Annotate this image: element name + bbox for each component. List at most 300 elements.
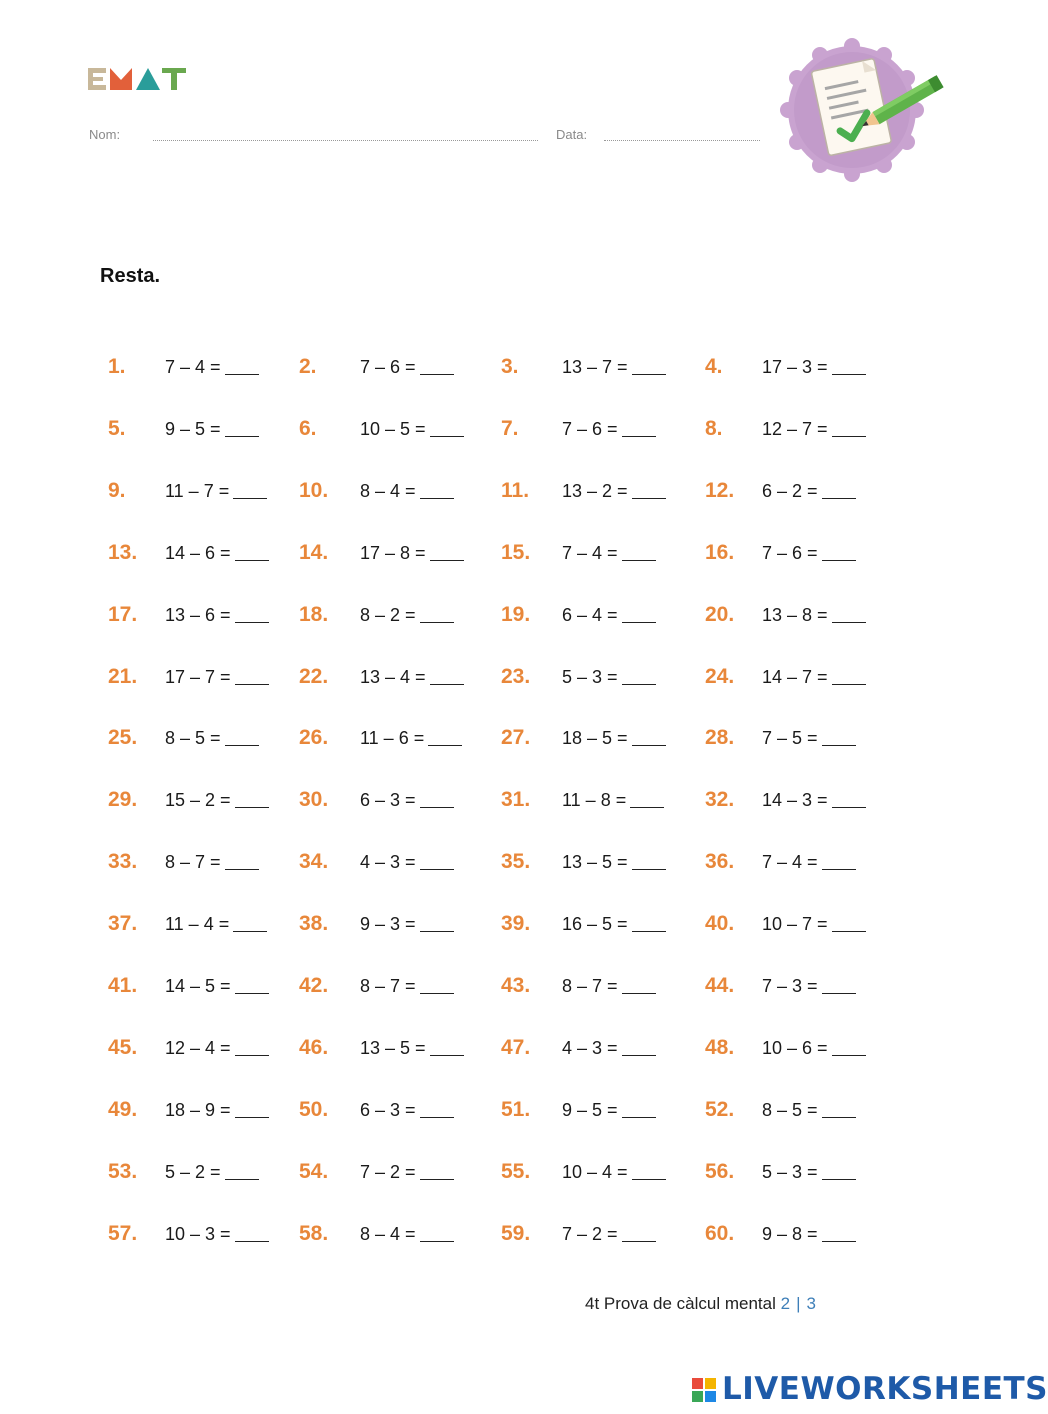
exercise-expression bbox=[762, 1095, 856, 1125]
exercise-expression bbox=[762, 1219, 856, 1249]
exercise-number: 59. bbox=[501, 1222, 531, 1245]
exercise-number: 52. bbox=[705, 1098, 735, 1121]
exercise-number: 51. bbox=[501, 1098, 531, 1121]
expression-text: 8 – 5 = bbox=[165, 728, 221, 748]
exercise-item bbox=[501, 723, 686, 753]
answer-blank[interactable] bbox=[822, 480, 856, 499]
section-title: Resta. bbox=[100, 265, 161, 287]
exercise-number: 35. bbox=[501, 850, 531, 873]
exercise-number: 30. bbox=[299, 788, 329, 811]
exercise-expression bbox=[762, 847, 856, 877]
footer-separator: | bbox=[796, 1294, 801, 1313]
exercise-number: 39. bbox=[501, 912, 531, 935]
answer-blank[interactable] bbox=[428, 727, 462, 746]
name-label: Nom: bbox=[89, 127, 121, 142]
exercise-expression bbox=[762, 1033, 866, 1063]
answer-blank[interactable] bbox=[832, 913, 866, 932]
answer-blank[interactable] bbox=[235, 975, 269, 994]
footer-page: 2 bbox=[780, 1294, 791, 1313]
exercise-number: 8. bbox=[705, 417, 723, 440]
exercise-item bbox=[705, 971, 890, 1001]
exercise-expression bbox=[165, 538, 269, 568]
exercise-item bbox=[299, 723, 484, 753]
exercise-expression bbox=[165, 1095, 269, 1125]
exercise-expression bbox=[562, 1219, 656, 1249]
answer-blank[interactable] bbox=[822, 851, 856, 870]
expression-text: 5 – 2 = bbox=[165, 1162, 221, 1182]
exercise-item bbox=[108, 1219, 293, 1249]
expression-text: 16 – 5 = bbox=[562, 914, 628, 934]
exercise-item bbox=[108, 847, 293, 877]
expression-text: 10 – 5 = bbox=[360, 419, 426, 439]
exercise-number: 23. bbox=[501, 665, 531, 688]
exercise-number: 55. bbox=[501, 1160, 531, 1183]
expression-text: 8 – 5 = bbox=[762, 1100, 818, 1120]
expression-text: 7 – 4 = bbox=[562, 543, 618, 563]
expression-text: 5 – 3 = bbox=[762, 1162, 818, 1182]
expression-text: 6 – 2 = bbox=[762, 481, 818, 501]
exercise-number: 16. bbox=[705, 541, 735, 564]
expression-text: 13 – 5 = bbox=[360, 1038, 426, 1058]
exercise-item bbox=[705, 1157, 890, 1187]
expression-text: 8 – 7 = bbox=[360, 976, 416, 996]
exercise-number: 7. bbox=[501, 417, 519, 440]
exercise-number: 41. bbox=[108, 974, 138, 997]
exercise-item bbox=[299, 538, 484, 568]
exercise-item bbox=[501, 971, 686, 1001]
answer-blank[interactable] bbox=[420, 604, 454, 623]
answer-blank[interactable] bbox=[832, 666, 866, 685]
exercise-number: 37. bbox=[108, 912, 138, 935]
exercise-number: 14. bbox=[299, 541, 329, 564]
exercise-item bbox=[299, 352, 484, 382]
exercise-expression bbox=[360, 476, 454, 506]
exercise-item bbox=[108, 662, 293, 692]
answer-blank[interactable] bbox=[235, 666, 269, 685]
expression-text: 7 – 5 = bbox=[762, 728, 818, 748]
exercise-item bbox=[705, 414, 890, 444]
expression-text: 8 – 4 = bbox=[360, 1224, 416, 1244]
exercise-item bbox=[501, 600, 686, 630]
expression-text: 8 – 4 = bbox=[360, 481, 416, 501]
expression-text: 14 – 3 = bbox=[762, 790, 828, 810]
exercise-item bbox=[108, 476, 293, 506]
exercise-expression bbox=[360, 1095, 454, 1125]
exercise-expression bbox=[360, 662, 464, 692]
answer-blank[interactable] bbox=[225, 1161, 259, 1180]
answer-blank[interactable] bbox=[420, 851, 454, 870]
answer-blank[interactable] bbox=[832, 356, 866, 375]
exercise-number: 6. bbox=[299, 417, 317, 440]
exercise-expression bbox=[562, 600, 656, 630]
answer-blank[interactable] bbox=[822, 975, 856, 994]
answer-blank[interactable] bbox=[430, 418, 464, 437]
exercise-expression bbox=[360, 600, 454, 630]
exercise-expression bbox=[762, 971, 856, 1001]
expression-text: 7 – 6 = bbox=[562, 419, 618, 439]
exercise-number: 25. bbox=[108, 726, 138, 749]
exercise-number: 53. bbox=[108, 1160, 138, 1183]
answer-blank[interactable] bbox=[632, 356, 666, 375]
exercise-item bbox=[501, 847, 686, 877]
answer-blank[interactable] bbox=[225, 727, 259, 746]
exercise-number: 46. bbox=[299, 1036, 329, 1059]
exercise-item bbox=[501, 352, 686, 382]
exercise-number: 2. bbox=[299, 355, 317, 378]
exercise-item bbox=[108, 600, 293, 630]
expression-text: 14 – 6 = bbox=[165, 543, 231, 563]
exercise-item bbox=[299, 1033, 484, 1063]
exercise-number: 45. bbox=[108, 1036, 138, 1059]
exercise-number: 27. bbox=[501, 726, 531, 749]
answer-blank[interactable] bbox=[632, 1161, 666, 1180]
exercise-expression bbox=[360, 414, 464, 444]
exercise-item bbox=[108, 785, 293, 815]
expression-text: 11 – 8 = bbox=[562, 790, 627, 810]
exercise-number: 29. bbox=[108, 788, 138, 811]
answer-blank[interactable] bbox=[622, 1037, 656, 1056]
expression-text: 15 – 2 = bbox=[165, 790, 231, 810]
exercise-expression bbox=[762, 352, 866, 382]
exercise-item bbox=[501, 785, 686, 815]
exercise-expression bbox=[165, 847, 259, 877]
exercise-item bbox=[501, 662, 686, 692]
expression-text: 14 – 5 = bbox=[165, 976, 231, 996]
exercise-number: 60. bbox=[705, 1222, 735, 1245]
answer-blank[interactable] bbox=[822, 1099, 856, 1118]
answer-blank[interactable] bbox=[832, 1037, 866, 1056]
exercise-expression bbox=[165, 1033, 269, 1063]
exercise-item bbox=[299, 414, 484, 444]
expression-text: 17 – 3 = bbox=[762, 357, 828, 377]
exercise-item bbox=[108, 352, 293, 382]
expression-text: 9 – 5 = bbox=[165, 419, 221, 439]
exercise-number: 4. bbox=[705, 355, 723, 378]
expression-text: 6 – 4 = bbox=[562, 605, 618, 625]
exercise-item bbox=[299, 1095, 484, 1125]
answer-blank[interactable] bbox=[822, 727, 856, 746]
exercise-expression bbox=[165, 600, 269, 630]
exercise-item bbox=[501, 476, 686, 506]
exercise-expression bbox=[360, 1219, 454, 1249]
answer-blank[interactable] bbox=[832, 418, 866, 437]
answer-blank[interactable] bbox=[822, 1223, 856, 1242]
exercise-expression bbox=[762, 600, 866, 630]
expression-text: 18 – 5 = bbox=[562, 728, 628, 748]
exercise-item bbox=[108, 909, 293, 939]
expression-text: 9 – 3 = bbox=[360, 914, 416, 934]
exercise-expression bbox=[762, 909, 866, 939]
exercise-expression bbox=[562, 847, 666, 877]
expression-text: 8 – 2 = bbox=[360, 605, 416, 625]
answer-blank[interactable] bbox=[622, 975, 656, 994]
exercise-item bbox=[299, 971, 484, 1001]
exercise-number: 33. bbox=[108, 850, 138, 873]
exercise-item bbox=[705, 1033, 890, 1063]
exercise-item bbox=[108, 414, 293, 444]
expression-text: 13 – 6 = bbox=[165, 605, 231, 625]
expression-text: 7 – 3 = bbox=[762, 976, 818, 996]
expression-text: 4 – 3 = bbox=[562, 1038, 618, 1058]
exercise-number: 19. bbox=[501, 603, 531, 626]
exercise-number: 28. bbox=[705, 726, 735, 749]
exercise-item bbox=[501, 1157, 686, 1187]
answer-blank[interactable] bbox=[622, 418, 656, 437]
exercise-expression bbox=[562, 1157, 666, 1187]
answer-blank[interactable] bbox=[430, 1037, 464, 1056]
answer-blank[interactable] bbox=[235, 789, 269, 808]
watermark-text: LIVEWORKSHEETS bbox=[722, 1371, 1048, 1407]
answer-blank[interactable] bbox=[622, 1223, 656, 1242]
exercise-expression bbox=[360, 1033, 464, 1063]
answer-blank[interactable] bbox=[225, 356, 259, 375]
exercise-expression bbox=[165, 785, 269, 815]
answer-blank[interactable] bbox=[832, 789, 866, 808]
exercise-item bbox=[299, 600, 484, 630]
exercise-item bbox=[705, 1095, 890, 1125]
exercise-expression bbox=[562, 662, 656, 692]
answer-blank[interactable] bbox=[622, 604, 656, 623]
expression-text: 14 – 7 = bbox=[762, 667, 828, 687]
exercise-expression bbox=[360, 1157, 454, 1187]
answer-blank[interactable] bbox=[632, 913, 666, 932]
answer-blank[interactable] bbox=[430, 542, 464, 561]
exercise-expression bbox=[762, 1157, 856, 1187]
exercise-expression bbox=[562, 352, 666, 382]
exercise-number: 9. bbox=[108, 479, 126, 502]
answer-blank[interactable] bbox=[235, 1099, 269, 1118]
exercise-expression bbox=[562, 1095, 656, 1125]
answer-blank[interactable] bbox=[630, 789, 664, 808]
exercise-number: 5. bbox=[108, 417, 126, 440]
exercise-number: 31. bbox=[501, 788, 531, 811]
exercise-number: 21. bbox=[108, 665, 138, 688]
exercise-expression bbox=[165, 909, 267, 939]
exercise-number: 1. bbox=[108, 355, 126, 378]
exercise-number: 32. bbox=[705, 788, 735, 811]
exercise-item bbox=[705, 785, 890, 815]
expression-text: 8 – 7 = bbox=[165, 852, 221, 872]
expression-text: 6 – 3 = bbox=[360, 790, 416, 810]
expression-text: 12 – 4 = bbox=[165, 1038, 231, 1058]
exercise-number: 42. bbox=[299, 974, 329, 997]
exercise-item bbox=[299, 476, 484, 506]
exercise-item bbox=[705, 538, 890, 568]
exercise-expression bbox=[360, 723, 462, 753]
exercise-item bbox=[501, 1219, 686, 1249]
exercise-item bbox=[705, 600, 890, 630]
exercise-number: 56. bbox=[705, 1160, 735, 1183]
exercise-expression bbox=[360, 909, 454, 939]
answer-blank[interactable] bbox=[233, 480, 267, 499]
exercise-expression bbox=[762, 662, 866, 692]
answer-blank[interactable] bbox=[822, 542, 856, 561]
answer-blank[interactable] bbox=[235, 1223, 269, 1242]
exercise-expression bbox=[360, 847, 454, 877]
exercise-expression bbox=[762, 785, 866, 815]
exercise-number: 50. bbox=[299, 1098, 329, 1121]
answer-blank[interactable] bbox=[420, 913, 454, 932]
exercise-expression bbox=[762, 414, 866, 444]
exercise-expression bbox=[360, 971, 454, 1001]
answer-blank[interactable] bbox=[822, 1161, 856, 1180]
exercise-expression bbox=[562, 971, 656, 1001]
expression-text: 7 – 6 = bbox=[360, 357, 416, 377]
exercise-expression bbox=[360, 352, 454, 382]
exercise-expression bbox=[360, 538, 464, 568]
expression-text: 7 – 6 = bbox=[762, 543, 818, 563]
expression-text: 6 – 3 = bbox=[360, 1100, 416, 1120]
exercise-number: 58. bbox=[299, 1222, 329, 1245]
answer-blank[interactable] bbox=[235, 542, 269, 561]
answer-blank[interactable] bbox=[632, 480, 666, 499]
exercise-number: 38. bbox=[299, 912, 329, 935]
exercise-number: 26. bbox=[299, 726, 329, 749]
exercise-number: 57. bbox=[108, 1222, 138, 1245]
exercise-item bbox=[705, 1219, 890, 1249]
expression-text: 18 – 9 = bbox=[165, 1100, 231, 1120]
expression-text: 7 – 4 = bbox=[762, 852, 818, 872]
exercise-number: 3. bbox=[501, 355, 519, 378]
exercise-number: 20. bbox=[705, 603, 735, 626]
expression-text: 11 – 7 = bbox=[165, 481, 230, 501]
expression-text: 10 – 6 = bbox=[762, 1038, 828, 1058]
expression-text: 10 – 7 = bbox=[762, 914, 828, 934]
answer-blank[interactable] bbox=[622, 542, 656, 561]
exercise-expression bbox=[762, 723, 856, 753]
expression-text: 7 – 2 = bbox=[562, 1224, 618, 1244]
exercise-number: 15. bbox=[501, 541, 531, 564]
answer-blank[interactable] bbox=[420, 480, 454, 499]
exercise-expression bbox=[165, 971, 269, 1001]
answer-blank[interactable] bbox=[420, 1223, 454, 1242]
exercise-number: 36. bbox=[705, 850, 735, 873]
answer-blank[interactable] bbox=[622, 1099, 656, 1118]
answer-blank[interactable] bbox=[420, 356, 454, 375]
exercise-number: 13. bbox=[108, 541, 138, 564]
exercise-item bbox=[705, 723, 890, 753]
exercise-expression bbox=[562, 1033, 656, 1063]
footer bbox=[585, 1294, 816, 1314]
exercise-expression bbox=[165, 723, 259, 753]
exercise-number: 43. bbox=[501, 974, 531, 997]
exercise-item bbox=[108, 1095, 293, 1125]
exercise-item bbox=[705, 847, 890, 877]
exercise-number: 18. bbox=[299, 603, 329, 626]
answer-blank[interactable] bbox=[420, 975, 454, 994]
exercise-number: 49. bbox=[108, 1098, 138, 1121]
exercise-expression bbox=[360, 785, 454, 815]
exercise-item bbox=[299, 847, 484, 877]
answer-blank[interactable] bbox=[225, 418, 259, 437]
exercise-item bbox=[108, 723, 293, 753]
expression-text: 13 – 2 = bbox=[562, 481, 628, 501]
exercise-item bbox=[705, 909, 890, 939]
exercise-expression bbox=[165, 476, 267, 506]
exercise-expression bbox=[165, 1157, 259, 1187]
footer-title: 4t Prova de càlcul mental bbox=[585, 1294, 776, 1313]
answer-blank[interactable] bbox=[225, 851, 259, 870]
exercise-item bbox=[501, 538, 686, 568]
exercise-expression bbox=[562, 414, 656, 444]
exercise-number: 34. bbox=[299, 850, 329, 873]
exercise-expression bbox=[165, 1219, 269, 1249]
date-label: Data: bbox=[556, 127, 588, 142]
expression-text: 4 – 3 = bbox=[360, 852, 416, 872]
exercise-expression bbox=[562, 785, 664, 815]
exercise-expression bbox=[165, 662, 269, 692]
exercise-number: 44. bbox=[705, 974, 735, 997]
exercise-item bbox=[108, 1033, 293, 1063]
exercise-item bbox=[705, 352, 890, 382]
exercise-expression bbox=[562, 538, 656, 568]
answer-blank[interactable] bbox=[233, 913, 267, 932]
answer-blank[interactable] bbox=[420, 1099, 454, 1118]
expression-text: 10 – 4 = bbox=[562, 1162, 628, 1182]
exercise-item bbox=[108, 538, 293, 568]
expression-text: 13 – 4 = bbox=[360, 667, 426, 687]
answer-blank[interactable] bbox=[430, 666, 464, 685]
answer-blank[interactable] bbox=[832, 604, 866, 623]
exercise-expression bbox=[165, 352, 259, 382]
exercise-item bbox=[108, 971, 293, 1001]
exercise-expression bbox=[562, 476, 666, 506]
answer-blank[interactable] bbox=[622, 666, 656, 685]
expression-text: 8 – 7 = bbox=[562, 976, 618, 996]
expression-text: 9 – 5 = bbox=[562, 1100, 618, 1120]
exercise-expression bbox=[762, 476, 856, 506]
expression-text: 5 – 3 = bbox=[562, 667, 618, 687]
exercise-item bbox=[501, 414, 686, 444]
expression-text: 9 – 8 = bbox=[762, 1224, 818, 1244]
exercise-expression bbox=[762, 538, 856, 568]
exercise-item bbox=[299, 1157, 484, 1187]
exercise-number: 54. bbox=[299, 1160, 329, 1183]
expression-text: 17 – 7 = bbox=[165, 667, 231, 687]
exercise-item bbox=[501, 1095, 686, 1125]
answer-blank[interactable] bbox=[235, 1037, 269, 1056]
expression-text: 17 – 8 = bbox=[360, 543, 426, 563]
exercise-number: 40. bbox=[705, 912, 735, 935]
exercise-item bbox=[501, 909, 686, 939]
answer-blank[interactable] bbox=[632, 727, 666, 746]
expression-text: 7 – 2 = bbox=[360, 1162, 416, 1182]
expression-text: 13 – 5 = bbox=[562, 852, 628, 872]
exercise-item bbox=[299, 1219, 484, 1249]
answer-blank[interactable] bbox=[235, 604, 269, 623]
answer-blank[interactable] bbox=[420, 1161, 454, 1180]
exercise-number: 10. bbox=[299, 479, 329, 502]
expression-text: 13 – 7 = bbox=[562, 357, 628, 377]
expression-text: 13 – 8 = bbox=[762, 605, 828, 625]
exercise-number: 11. bbox=[501, 479, 530, 502]
exercise-item bbox=[705, 662, 890, 692]
exercise-item bbox=[705, 476, 890, 506]
exercise-number: 12. bbox=[705, 479, 735, 502]
exercise-number: 48. bbox=[705, 1036, 735, 1059]
exercise-number: 47. bbox=[501, 1036, 531, 1059]
expression-text: 11 – 4 = bbox=[165, 914, 230, 934]
footer-total: 3 bbox=[806, 1294, 816, 1313]
exercise-expression bbox=[562, 909, 666, 939]
exercise-number: 17. bbox=[108, 603, 138, 626]
answer-blank[interactable] bbox=[420, 789, 454, 808]
exercise-item bbox=[299, 662, 484, 692]
answer-blank[interactable] bbox=[632, 851, 666, 870]
exercise-expression bbox=[165, 414, 259, 444]
expression-text: 7 – 4 = bbox=[165, 357, 221, 377]
exercise-expression bbox=[562, 723, 666, 753]
